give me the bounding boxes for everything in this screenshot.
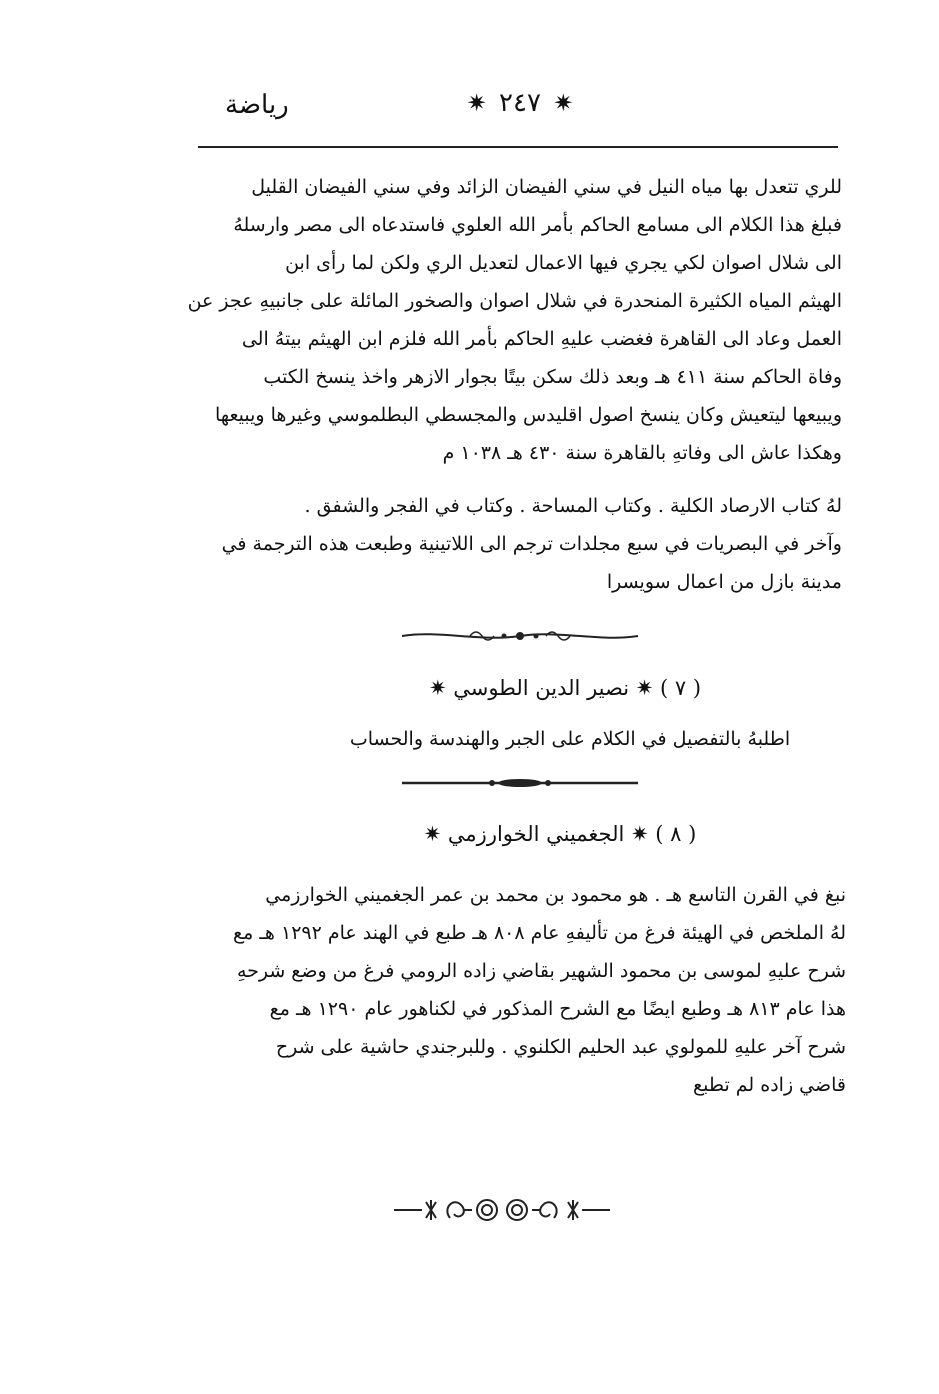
header-rule	[198, 146, 838, 148]
page-number: ٢٤٧	[499, 88, 541, 118]
text-line: لهُ كتاب الارصاد الكلية . وكتاب المساحة . وكتاب في الفجر والشفق .	[304, 495, 842, 517]
text-line: ويبيعها ليتعيش وكان ينسخ اصول اقليدس والمجسطي البطلموسي وغيرها ويبيعها	[214, 404, 842, 426]
text-line: وفاة الحاكم سنة ٤١١ هـ وبعد ذلك سكن بيتًا بجوار الازهر واخذ ينسخ الكتب	[263, 366, 842, 388]
asterisk-ornament-icon: ✷	[466, 89, 487, 117]
section-7-note: اطلبهُ بالتفصيل في الكلام على الجبر والهندسة والحساب	[349, 728, 791, 750]
text-line: وآخر في البصريات في سبع مجلدات ترجم الى اللاتينية وطبعت هذه الترجمة في	[221, 533, 842, 555]
page-header	[195, 88, 845, 132]
paragraph-jaghmini	[186, 876, 846, 1104]
section-divider-rule	[400, 776, 640, 790]
section-8-heading: ( ٨ ) ✷ الجغميني الخوارزمي ✷	[423, 822, 697, 846]
page-number-group	[455, 88, 585, 118]
text-line: الى شلال اصوان لكي يجري فيها الاعمال لتعديل الري ولكن لما رأى ابن	[285, 252, 842, 274]
running-head: رياضة	[225, 90, 289, 120]
text-line: وهكذا عاش الى وفاتهِ بالقاهرة سنة ٤٣٠ هـ ١٠٣٨ م	[442, 442, 842, 464]
text-line: العمل وعاد الى القاهرة فغضب عليهِ الحاكم بأمر الله فلزم ابن الهيثم بيتهُ الى	[241, 328, 842, 350]
text-line: شرح آخر عليهِ للمولوي عبد الحليم الكلنوي . وللبرجندي حاشية على شرح	[275, 1036, 846, 1058]
text-line: قاضي زاده لم تطبع	[693, 1074, 846, 1096]
paragraph-ibn-al-haytham	[187, 168, 842, 472]
text-line: الهيثم المياه الكثيرة المنحدرة في شلال اصوان والصخور المائلة على جانبيهِ عجز عن	[187, 290, 842, 312]
text-line: لهُ الملخص في الهيئة فرغ من تأليفهِ عام ٨٠٨ هـ طبع في الهند عام ١٢٩٢ هـ مع	[233, 922, 846, 944]
text-line: شرح عليهِ لموسى بن محمود الشهير بقاضي زاده الرومي فرغ من وضع شرحهِ	[236, 960, 846, 982]
asterisk-ornament-icon: ✷	[553, 89, 574, 117]
text-line: مدينة بازل من اعمال سويسرا	[606, 571, 842, 593]
paragraph-works	[192, 487, 842, 601]
end-flourish-ornament	[392, 1190, 612, 1230]
section-divider-ornament	[400, 626, 640, 646]
text-line: نبغ في القرن التاسع هـ . هو محمود بن محمد بن عمر الجغميني الخوارزمي	[265, 884, 846, 906]
text-line: للري تتعدل بها مياه النيل في سني الفيضان الزائد وفي سني الفيضان القليل	[251, 176, 842, 198]
text-line: هذا عام ٨١٣ هـ وطبع ايضًا مع الشرح المذكور في لكناهور عام ١٢٩٠ هـ مع	[269, 998, 846, 1020]
text-line: فبلغ هذا الكلام الى مسامع الحاكم بأمر الله العلوي فاستدعاه الى مصر وارسلهُ	[233, 214, 842, 236]
section-7-heading: ( ٧ ) ✷ نصير الدين الطوسي ✷	[428, 676, 702, 700]
